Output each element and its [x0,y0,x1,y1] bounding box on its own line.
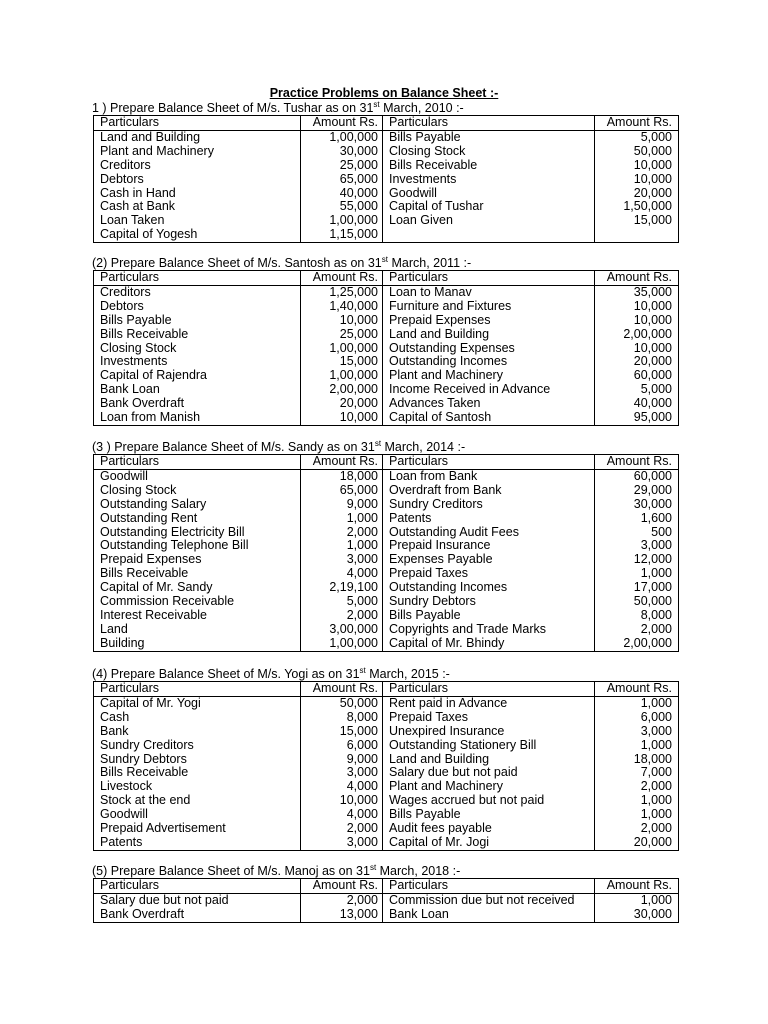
particulars-left-cell: Outstanding Electricity Bill [94,526,301,540]
table-row [94,766,678,780]
amount-left-cell: 25,000 [301,328,383,342]
amount-left-cell: 1,40,000 [301,300,383,314]
particulars-left-cell: Bank Overdraft [94,908,301,922]
amount-left-cell: 15,000 [301,355,383,369]
particulars-left-cell: Land and Building [94,130,301,144]
table-row [94,526,678,540]
amount-right-cell: 1,000 [640,808,672,822]
amount-left-cell: 2,000 [301,822,383,836]
amount-right-cell: 2,00,000 [623,327,672,341]
particulars-right-cell: Capital of Tushar [383,200,595,214]
particulars-right-cell: Furniture and Fixtures [383,300,595,314]
amount-left-cell: 55,000 [301,200,383,214]
column-header-amount-right: Amount Rs. [595,682,679,696]
column-header-particulars-left: Particulars [94,879,301,893]
particulars-left-cell: Outstanding Rent [94,512,301,526]
problem-3-table [94,455,678,651]
amount-left-cell: 3,000 [301,766,383,780]
problem-1-heading [92,101,464,115]
column-header-amount-right: Amount Rs. [595,455,679,469]
amount-left-cell: 10,000 [301,314,383,328]
particulars-right-cell: Outstanding Audit Fees [383,526,595,540]
particulars-left-cell: Closing Stock [94,342,301,356]
particulars-right-cell: Commission due but not received [383,893,595,907]
particulars-right-cell: Prepaid Insurance [383,539,595,553]
column-header-particulars-right: Particulars [383,455,595,469]
amount-right-cell: 60,000 [633,369,672,383]
particulars-left-cell: Livestock [94,780,301,794]
particulars-left-cell: Stock at the end [94,794,301,808]
amount-left-cell: 1,15,000 [301,228,383,242]
problem-4-heading [92,667,450,681]
table-row [94,383,678,397]
particulars-left-cell: Debtors [94,173,301,187]
particulars-left-cell: Sundry Debtors [94,753,301,767]
table-row [94,498,678,512]
amount-right-cell: 7,000 [640,766,672,780]
heading-text: (4) Prepare Balance Sheet of M/s. Yogi as on 31 [92,667,360,681]
column-header-particulars-left: Particulars [94,682,301,696]
amount-left-cell: 18,000 [301,469,383,483]
particulars-right-cell: Loan Given [383,214,595,228]
amount-right-cell: 30,000 [633,497,672,511]
particulars-right-cell: Loan to Manav [383,285,595,299]
particulars-right-cell: Sundry Creditors [383,498,595,512]
heading-text-end: March, 2018 :- [376,864,461,878]
amount-left-cell: 1,25,000 [301,285,383,299]
table-header-row [94,116,678,130]
amount-right-cell: 1,000 [640,567,672,581]
amount-right-cell: 2,00,000 [623,636,672,650]
amount-left-cell: 10,000 [301,794,383,808]
particulars-left-cell: Bills Receivable [94,567,301,581]
particulars-left-cell: Capital of Rajendra [94,369,301,383]
particulars-right-cell: Capital of Santosh [383,411,595,425]
amount-right-cell: 2,000 [640,822,672,836]
heading-text-end: March, 2011 :- [388,256,472,270]
amount-left-cell: 2,000 [301,893,383,907]
amount-left-cell: 3,00,000 [301,623,383,637]
amount-right-cell: 3,000 [640,539,672,553]
amount-left-cell: 2,000 [301,609,383,623]
amount-left-cell: 9,000 [301,498,383,512]
amount-left-cell: 3,000 [301,553,383,567]
amount-right-cell: 17,000 [633,581,672,595]
amount-right-cell: 35,000 [633,285,672,299]
particulars-right-cell: Patents [383,512,595,526]
column-header-particulars-left: Particulars [94,455,301,469]
problem-2-heading [92,256,471,270]
heading-text-end: March, 2014 :- [381,440,466,454]
amount-left-cell: 1,000 [301,539,383,553]
column-header-amount-left: Amount Rs. [301,682,383,696]
amount-right-cell: 50,000 [633,144,672,158]
particulars-right-cell: Expenses Payable [383,553,595,567]
amount-left-cell: 5,000 [301,595,383,609]
particulars-left-cell: Bills Receivable [94,328,301,342]
table-row [94,145,678,159]
amount-right-cell: 1,000 [640,738,672,752]
amount-right-cell: 18,000 [633,752,672,766]
heading-text: 1 ) Prepare Balance Sheet of M/s. Tushar as on 31 [92,101,374,115]
table-row [94,753,678,767]
column-header-amount-left: Amount Rs. [301,116,383,130]
table-row [94,893,678,907]
table-row [94,822,678,836]
amount-right-cell: 3,000 [640,724,672,738]
particulars-left-cell: Interest Receivable [94,609,301,623]
particulars-right-cell: Audit fees payable [383,822,595,836]
amount-left-cell: 1,00,000 [301,214,383,228]
particulars-right-cell: Sundry Debtors [383,595,595,609]
amount-right-cell: 40,000 [633,397,672,411]
problem-4-table [94,682,678,850]
amount-right-cell: 5,000 [640,383,672,397]
table-header-row [94,879,678,893]
table-row [94,484,678,498]
particulars-left-cell: Bills Payable [94,314,301,328]
heading-text-end: March, 2010 :- [379,101,464,115]
amount-left-cell: 15,000 [301,725,383,739]
particulars-left-cell: Outstanding Salary [94,498,301,512]
table-row [94,355,678,369]
amount-right-cell: 2,000 [640,780,672,794]
amount-right-cell: 15,000 [633,214,672,228]
heading-text: (3 ) Prepare Balance Sheet of M/s. Sandy as on 31 [92,440,375,454]
amount-right-cell: 1,600 [640,511,672,525]
particulars-right-cell: Land and Building [383,328,595,342]
particulars-right-cell: Bills Payable [383,609,595,623]
particulars-right-cell: Capital of Mr. Jogi [383,836,595,850]
column-header-amount-right: Amount Rs. [595,271,679,285]
particulars-left-cell: Capital of Yogesh [94,228,301,242]
particulars-left-cell: Salary due but not paid [94,893,301,907]
particulars-right-cell: Land and Building [383,753,595,767]
particulars-right-cell: Unexpired Insurance [383,725,595,739]
amount-right-cell: 1,000 [640,794,672,808]
particulars-right-cell: Bills Receivable [383,159,595,173]
particulars-right-cell: Prepaid Taxes [383,711,595,725]
particulars-right-cell: Copyrights and Trade Marks [383,623,595,637]
table-row [94,553,678,567]
amount-right-cell: 10,000 [633,313,672,327]
amount-left-cell: 4,000 [301,808,383,822]
particulars-right-cell: Capital of Mr. Bhindy [383,637,595,651]
table-row [94,342,678,356]
table-row [94,581,678,595]
amount-right-cell: 500 [651,525,672,539]
table-row [94,567,678,581]
particulars-right-cell: Outstanding Expenses [383,342,595,356]
particulars-left-cell: Capital of Mr. Sandy [94,581,301,595]
heading-superscript: st [369,863,377,872]
particulars-left-cell: Bank [94,725,301,739]
table-row [94,328,678,342]
particulars-left-cell: Investments [94,355,301,369]
amount-left-cell: 65,000 [301,173,383,187]
column-header-particulars-right: Particulars [383,879,595,893]
particulars-right-cell: Loan from Bank [383,469,595,483]
table-row [94,397,678,411]
amount-right-cell: 60,000 [633,469,672,483]
table-header-row [94,455,678,469]
amount-left-cell: 40,000 [301,187,383,201]
particulars-left-cell: Bank Loan [94,383,301,397]
particulars-left-cell: Prepaid Expenses [94,553,301,567]
table-row [94,369,678,383]
particulars-left-cell: Plant and Machinery [94,145,301,159]
particulars-right-cell: Wages accrued but not paid [383,794,595,808]
amount-right-cell: 20,000 [633,186,672,200]
heading-superscript: st [374,439,382,448]
column-header-particulars-left: Particulars [94,271,301,285]
table-row [94,739,678,753]
heading-text: (5) Prepare Balance Sheet of M/s. Manoj as on 31 [92,864,370,878]
table-row [94,187,678,201]
amount-right-cell: 95,000 [633,411,672,425]
table-row [94,908,678,922]
amount-left-cell: 2,000 [301,526,383,540]
amount-left-cell: 65,000 [301,484,383,498]
table-row [94,696,678,710]
amount-left-cell: 1,00,000 [301,342,383,356]
table-row [94,200,678,214]
particulars-right-cell: Outstanding Incomes [383,581,595,595]
particulars-right-cell: Goodwill [383,187,595,201]
particulars-right-cell: Outstanding Incomes [383,355,595,369]
particulars-left-cell: Capital of Mr. Yogi [94,696,301,710]
amount-left-cell: 1,00,000 [301,637,383,651]
particulars-left-cell: Building [94,637,301,651]
amount-left-cell: 8,000 [301,711,383,725]
problem-3-heading [92,440,465,454]
table-row [94,173,678,187]
table-row [94,780,678,794]
table-row [94,285,678,299]
particulars-left-cell: Bills Receivable [94,766,301,780]
amount-right-cell: 5,000 [640,130,672,144]
table-row [94,836,678,850]
table-header-row [94,271,678,285]
column-header-particulars-right: Particulars [383,271,595,285]
column-header-amount-left: Amount Rs. [301,271,383,285]
particulars-left-cell: Outstanding Telephone Bill [94,539,301,553]
amount-right-cell: 10,000 [633,172,672,186]
particulars-left-cell: Closing Stock [94,484,301,498]
table-row [94,539,678,553]
heading-text-end: March, 2015 :- [365,667,450,681]
amount-right-cell: 10,000 [633,158,672,172]
table-row [94,411,678,425]
amount-left-cell: 4,000 [301,780,383,794]
particulars-left-cell: Land [94,623,301,637]
amount-right-cell: 10,000 [633,299,672,313]
heading-text: (2) Prepare Balance Sheet of M/s. Santosh as on 31 [92,256,382,270]
particulars-right-cell: Prepaid Taxes [383,567,595,581]
table-row [94,214,678,228]
amount-left-cell: 1,00,000 [301,130,383,144]
amount-right-cell: 1,50,000 [623,200,672,214]
table-row [94,469,678,483]
problem-1-table [94,116,678,242]
column-header-amount-left: Amount Rs. [301,879,383,893]
amount-left-cell: 30,000 [301,145,383,159]
particulars-left-cell: Patents [94,836,301,850]
column-header-amount-right: Amount Rs. [595,879,679,893]
amount-right-cell [595,228,679,242]
problem-5-table [94,879,678,922]
column-header-amount-left: Amount Rs. [301,455,383,469]
amount-right-cell: 8,000 [640,608,672,622]
table-row [94,159,678,173]
amount-left-cell: 2,19,100 [301,581,383,595]
table-row [94,314,678,328]
particulars-left-cell: Goodwill [94,469,301,483]
particulars-left-cell: Cash at Bank [94,200,301,214]
table-row [94,711,678,725]
particulars-left-cell: Cash in Hand [94,187,301,201]
particulars-left-cell: Sundry Creditors [94,739,301,753]
amount-right-cell: 20,000 [633,355,672,369]
amount-left-cell: 1,00,000 [301,369,383,383]
particulars-left-cell: Loan Taken [94,214,301,228]
amount-right-cell: 1,000 [640,696,672,710]
particulars-right-cell [383,228,595,242]
amount-right-cell: 6,000 [640,710,672,724]
particulars-right-cell: Investments [383,173,595,187]
table-row [94,228,678,242]
amount-right-cell: 29,000 [633,483,672,497]
column-header-particulars-right: Particulars [383,682,595,696]
table-header-row [94,682,678,696]
amount-right-cell: 30,000 [633,907,672,921]
column-header-particulars-left: Particulars [94,116,301,130]
amount-left-cell: 3,000 [301,836,383,850]
heading-superscript: st [373,100,380,109]
particulars-left-cell: Bank Overdraft [94,397,301,411]
problem-2-table [94,271,678,425]
heading-superscript: st [381,255,388,264]
amount-left-cell: 2,00,000 [301,383,383,397]
particulars-left-cell: Cash [94,711,301,725]
table-row [94,794,678,808]
particulars-right-cell: Outstanding Stationery Bill [383,739,595,753]
amount-right-cell: 20,000 [633,835,672,849]
particulars-right-cell: Closing Stock [383,145,595,159]
particulars-right-cell: Plant and Machinery [383,780,595,794]
amount-left-cell: 25,000 [301,159,383,173]
particulars-right-cell: Overdraft from Bank [383,484,595,498]
column-header-particulars-right: Particulars [383,116,595,130]
document-title: Practice Problems on Balance Sheet :- [269,86,499,100]
table-row [94,637,678,651]
table-row [94,725,678,739]
amount-right-cell: 12,000 [633,553,672,567]
amount-left-cell: 4,000 [301,567,383,581]
particulars-right-cell: Bank Loan [383,908,595,922]
amount-left-cell: 20,000 [301,397,383,411]
particulars-left-cell: Commission Receivable [94,595,301,609]
particulars-left-cell: Prepaid Advertisement [94,822,301,836]
heading-superscript: st [359,666,366,675]
particulars-left-cell: Creditors [94,285,301,299]
particulars-right-cell: Bills Payable [383,130,595,144]
table-row [94,130,678,144]
particulars-right-cell: Salary due but not paid [383,766,595,780]
particulars-left-cell: Creditors [94,159,301,173]
amount-left-cell: 50,000 [301,696,383,710]
amount-left-cell: 13,000 [301,908,383,922]
table-row [94,300,678,314]
particulars-right-cell: Advances Taken [383,397,595,411]
table-row [94,512,678,526]
particulars-left-cell: Goodwill [94,808,301,822]
particulars-right-cell: Plant and Machinery [383,369,595,383]
amount-left-cell: 1,000 [301,512,383,526]
amount-left-cell: 6,000 [301,739,383,753]
particulars-right-cell: Income Received in Advance [383,383,595,397]
table-row [94,623,678,637]
amount-right-cell: 2,000 [640,622,672,636]
table-row [94,609,678,623]
amount-left-cell: 10,000 [301,411,383,425]
problem-5-heading [92,864,460,878]
amount-right-cell: 10,000 [633,341,672,355]
table-row [94,595,678,609]
amount-left-cell: 9,000 [301,753,383,767]
column-header-amount-right: Amount Rs. [595,116,679,130]
particulars-left-cell: Loan from Manish [94,411,301,425]
amount-right-cell: 50,000 [633,595,672,609]
particulars-left-cell: Debtors [94,300,301,314]
particulars-right-cell: Prepaid Expenses [383,314,595,328]
table-row [94,808,678,822]
particulars-right-cell: Rent paid in Advance [383,696,595,710]
amount-right-cell: 1,000 [640,893,672,907]
particulars-right-cell: Bills Payable [383,808,595,822]
